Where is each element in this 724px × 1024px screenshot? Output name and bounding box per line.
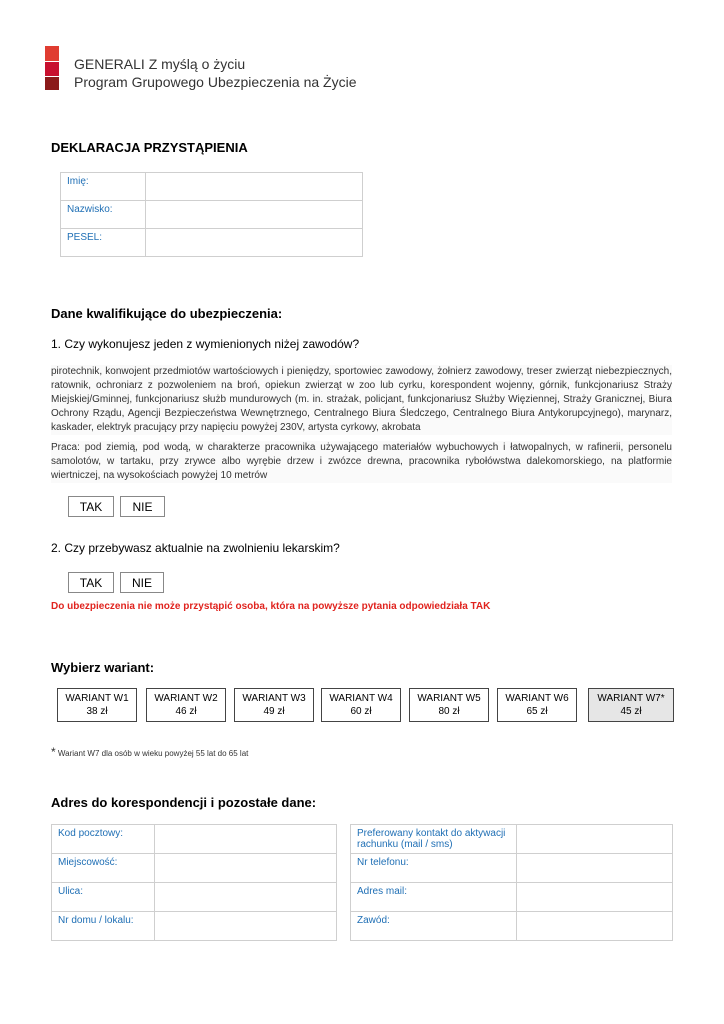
- table-row: [351, 883, 673, 912]
- variant-price: 80 zł: [438, 706, 460, 717]
- city-label: Miejscowość:: [52, 854, 155, 883]
- variants-title: Wybierz wariant:: [51, 660, 155, 675]
- question-1: 1. Czy wykonujesz jeden z wymienionych niżej zawodów?: [51, 337, 360, 351]
- table-row: [61, 229, 363, 257]
- postal-code-label: Kod pocztowy:: [52, 825, 155, 854]
- table-row: [52, 912, 337, 941]
- city-field[interactable]: [155, 854, 337, 883]
- variant-price: 46 zł: [175, 706, 197, 717]
- variant-footnote: [51, 745, 248, 759]
- address-table-right: [350, 824, 673, 941]
- q1-no-button[interactable]: NIE: [120, 496, 165, 517]
- pesel-label: PESEL:: [61, 229, 146, 257]
- work-conditions: Praca: pod ziemią, pod wodą, w charakterze pracownika używającego materiałów wybuchowych i łatwopalnych, w rafinerii, personelu samolotów, w tartaku, przy zrywce albo wyrębie drzew i zwózce drewna, pracownika rybołówstwa dalekomorskiego, na platformie wiertniczej, na wysokościach powyżej 10 metrów: [51, 442, 672, 481]
- table-row: [52, 825, 337, 854]
- variant-w4-button[interactable]: [321, 688, 401, 722]
- eligibility-warning: Do ubezpieczenia nie może przystąpić osoba, która na powyższe pytania odpowiedziała TAK: [51, 601, 491, 612]
- address-title: Adres do korespondencji i pozostałe dane:: [51, 795, 317, 810]
- table-row: [351, 854, 673, 883]
- phone-label: Nr telefonu:: [351, 854, 517, 883]
- variant-w3-button[interactable]: [234, 688, 314, 722]
- house-number-field[interactable]: [155, 912, 337, 941]
- professions-list: pirotechnik, konwojent przedmiotów wartościowych i pieniędzy, sportowiec zawodowy, żołnierz zawodowy, treser zwierząt niebezpiecznych, ratownik, ochroniarz z pozwoleniem na broń, opiekun zwierząt w zoo lub cyrku, korespondent wojenny, górnik, funkcjonariusz Straży Miejskiej/Gminnej, funkcjonariusz służb mundurowych (m. in. strażak, policjant, funkcjonariusz Służby Więziennej, Straży Granicznej, Biura Ochrony Rządu, Agencji Bezpieczeństwa Wewnętrznego, Centralnego Biura Śledczego, Centralnego Biura Antykorupcyjnego), marynarz, kaskader, elektryk pracujący przy napięciu powyżej 230V, artysta cyrkowy, akrobata: [51, 366, 672, 433]
- preferred-contact-label: Preferowany kontakt do aktywacji rachunku (mail / sms): [351, 825, 517, 854]
- table-row: [61, 173, 363, 201]
- table-row: [351, 825, 673, 854]
- email-label: Adres mail:: [351, 883, 517, 912]
- occupation-label: Zawód:: [351, 912, 517, 941]
- variant-name: WARIANT W5: [417, 693, 481, 704]
- variant-price: 49 zł: [263, 706, 285, 717]
- variant-price: 38 zł: [86, 706, 108, 717]
- q2-yes-button[interactable]: TAK: [68, 572, 114, 593]
- logo-block-middle: [45, 62, 59, 76]
- street-field[interactable]: [155, 883, 337, 912]
- qualifying-title: Dane kwalifikujące do ubezpieczenia:: [51, 306, 283, 321]
- variant-w7-button[interactable]: [588, 688, 674, 722]
- table-row: [52, 854, 337, 883]
- logo-block-bottom: [45, 77, 59, 90]
- preferred-contact-field[interactable]: [517, 825, 673, 854]
- email-field[interactable]: [517, 883, 673, 912]
- address-table-left: [51, 824, 337, 941]
- identity-table: [60, 172, 363, 257]
- generali-logo: [45, 46, 59, 90]
- variant-price: 65 zł: [526, 706, 548, 717]
- q2-no-button[interactable]: NIE: [120, 572, 164, 593]
- variant-w6-button[interactable]: [497, 688, 577, 722]
- table-row: [351, 912, 673, 941]
- brand-line-2: Program Grupowego Ubezpieczenia na Życie: [74, 74, 357, 90]
- q1-yes-button[interactable]: TAK: [68, 496, 114, 517]
- variant-price: 60 zł: [350, 706, 372, 717]
- variant-price: 45 zł: [620, 706, 642, 717]
- footnote-text: Wariant W7 dla osób w wieku powyżej 55 lat do 65 lat: [57, 749, 249, 758]
- last-name-label: Nazwisko:: [61, 201, 146, 229]
- variant-name: WARIANT W2: [154, 693, 218, 704]
- variant-name: WARIANT W7*: [597, 693, 665, 704]
- question-2: 2. Czy przebywasz aktualnie na zwolnieniu lekarskim?: [51, 541, 340, 555]
- first-name-field[interactable]: [146, 173, 363, 201]
- table-row: [52, 883, 337, 912]
- variant-w2-button[interactable]: [146, 688, 226, 722]
- logo-block-top: [45, 46, 59, 61]
- phone-field[interactable]: [517, 854, 673, 883]
- variant-name: WARIANT W3: [242, 693, 306, 704]
- pesel-field[interactable]: [146, 229, 363, 257]
- first-name-label: Imię:: [61, 173, 146, 201]
- footnote-star: *: [51, 745, 56, 759]
- variant-name: WARIANT W6: [505, 693, 569, 704]
- occupation-field[interactable]: [517, 912, 673, 941]
- street-label: Ulica:: [52, 883, 155, 912]
- variant-name: WARIANT W1: [65, 693, 129, 704]
- postal-code-field[interactable]: [155, 825, 337, 854]
- brand-header: [74, 55, 356, 91]
- house-number-label: Nr domu / lokalu:: [52, 912, 155, 941]
- brand-line-1: GENERALI Z myślą o życiu: [74, 56, 246, 72]
- variant-w1-button[interactable]: [57, 688, 137, 722]
- variant-name: WARIANT W4: [329, 693, 393, 704]
- declaration-title: DEKLARACJA PRZYSTĄPIENIA: [51, 140, 248, 155]
- variant-w5-button[interactable]: [409, 688, 489, 722]
- table-row: [61, 201, 363, 229]
- last-name-field[interactable]: [146, 201, 363, 229]
